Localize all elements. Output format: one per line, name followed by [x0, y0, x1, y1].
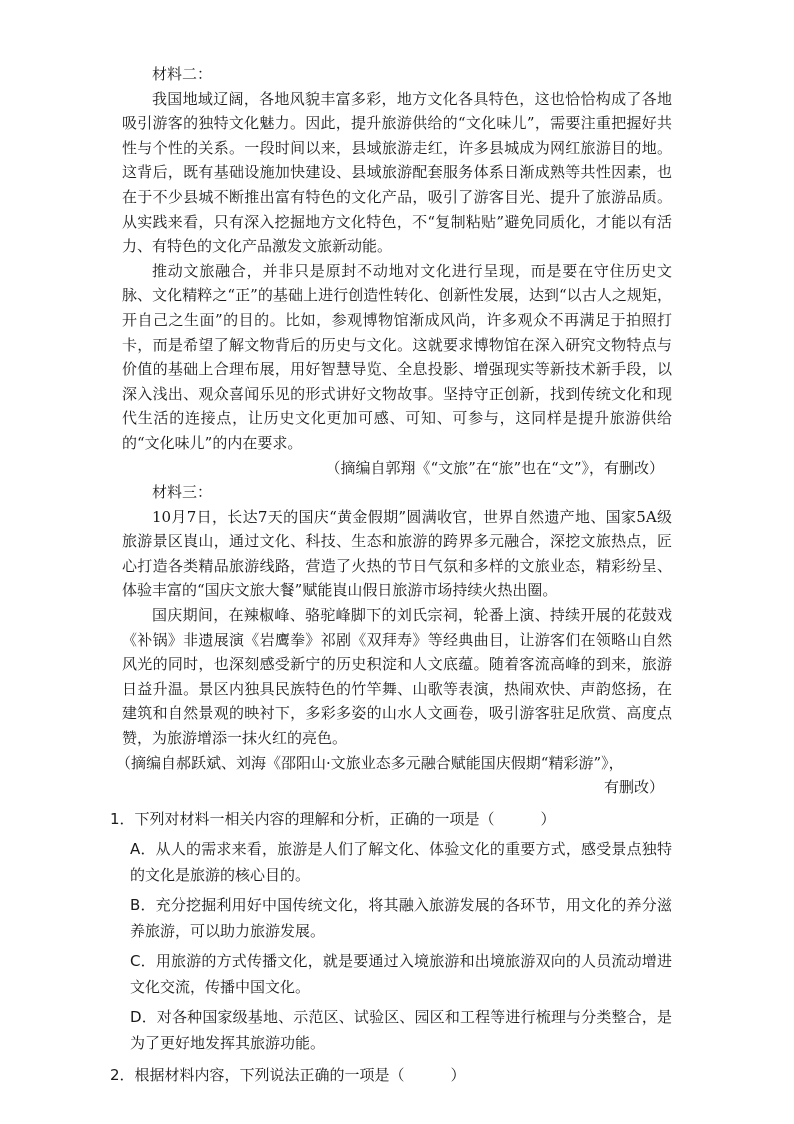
- material-3-paragraph-2: 国庆期间，在辣椒峰、骆驼峰脚下的刘氏宗祠，轮番上演、持续开展的花鼓戏《补锅》非遗展演《岩鹰拳》祁剧《双拜寿》等经典曲目，让游客们在领略山自然风光的同时，也深刻感受新宁的历史积淀和人文底蕴。随着客流高峰的到来，旅游日益升温。景区内独具民族特色的竹竿舞、山歌等表演，热闹欢快、声韵悠扬，在建筑和自然景观的映衬下，多彩多姿的山水人文画卷，吸引游客驻足欣赏、高度点赞，为旅游增添一抹火红的亮色。: [122, 606, 672, 748]
- question-1-option-d[interactable]: D．对各种国家级基地、示范区、试验区、园区和工程等进行梳理与分类整合，是为了更好地发挥其旅游功能。: [130, 1007, 672, 1052]
- material-3-label: 材料三：: [152, 483, 213, 502]
- material-3-paragraph-1: 10月7日，长达7天的国庆“黄金假期”圆满收官，世界自然遗产地、国家5A级旅游景区崀山，通过文化、科技、生态和旅游的跨界多元融合，深挖文旅热点，匠心打造各类精品旅游线路，营造了火热的节日气氛和多样的文旅业态，精彩纷呈、体验丰富的“国庆文旅大餐”赋能崀山假日旅游市场持续火热出圈。: [122, 507, 672, 600]
- material-2-source: （摘编自郭翔《“文旅”在“旅”也在“文”》，有删改）: [325, 458, 664, 477]
- question-1-option-a[interactable]: A．从人的需求来看，旅游是人们了解文化、体验文化的重要方式，感受景点独特的文化是旅游的核心目的。: [130, 839, 672, 884]
- question-2: [110, 1062, 672, 1088]
- question-1: [110, 806, 672, 1056]
- question-1-option-c[interactable]: C．用旅游的方式传播文化，就是要通过入境旅游和出境旅游双向的人员流动增进文化交流，传播中国文化。: [130, 951, 672, 996]
- material-2-label: 材料二：: [152, 65, 213, 83]
- question-2-stem-text: 2．根据材料内容，下列说法正确的一项是（: [110, 1065, 405, 1084]
- question-2-close-paren: ）: [450, 1065, 466, 1084]
- material-2-paragraph-1: 我国地域辽阔，各地风貌丰富多彩，地方文化各具特色，这也恰恰构成了各地吸引游客的独特文化魅力。因此，提升旅游供给的“文化味儿”，需要注重把握好共性与个性的关系。一段时间以来，县域旅游走红，许多县城成为网红旅游目的地。这背后，既有基础设施加快建设、县域旅游配套服务体系日渐成熟等共性因素，也在于不少县城不断推出富有特色的文化产品，吸引了游客目光、提升了旅游品质。从实践来看，只有深入挖掘地方文化特色，不“复制粘贴”避免同质化，才能以有活力、有特色的文化产品激发文旅新动能。: [122, 89, 672, 256]
- question-2-stem: [110, 1062, 672, 1088]
- question-1-option-b[interactable]: B．充分挖掘利用好中国传统文化，将其融入旅游发展的各环节，用文化的养分滋养旅游，可以助力旅游发展。: [130, 895, 672, 940]
- material-2-paragraph-2: 推动文旅融合，并非只是原封不动地对文化进行呈现，而是要在守住历史文脉、文化精粹之“正”的基础上进行创造性转化、创新性发展，达到“以古人之规矩，开自己之生面”的目的。比如，参观博物馆渐成风尚，许多观众不再满足于拍照打卡，而是希望了解文物背后的历史与文化。这就要求博物馆在深入研究文物特点与价值的基础上合理布展，用好智慧导览、全息投影、增强现实等新技术新手段，以深入浅出、观众喜闻乐见的形式讲好文物故事。坚持守正创新，找到传统文化和现代生活的连接点，让历史文化更加可感、可知、可参与，这同样是提升旅游供给的“文化味儿”的内在要求。: [122, 261, 672, 452]
- question-1-stem-text: 1．下列对材料一相关内容的理解和分析，正确的一项是（: [110, 809, 495, 828]
- question-1-stem: [110, 806, 672, 832]
- material-3-source-line-1: （摘编自郝跃斌、刘海《邵阳山·文旅业态多元融合赋能国庆假期“精彩游”》，: [116, 753, 624, 772]
- question-1-close-paren: ）: [540, 809, 556, 828]
- material-3-source-line-2: 有删改）: [603, 778, 664, 797]
